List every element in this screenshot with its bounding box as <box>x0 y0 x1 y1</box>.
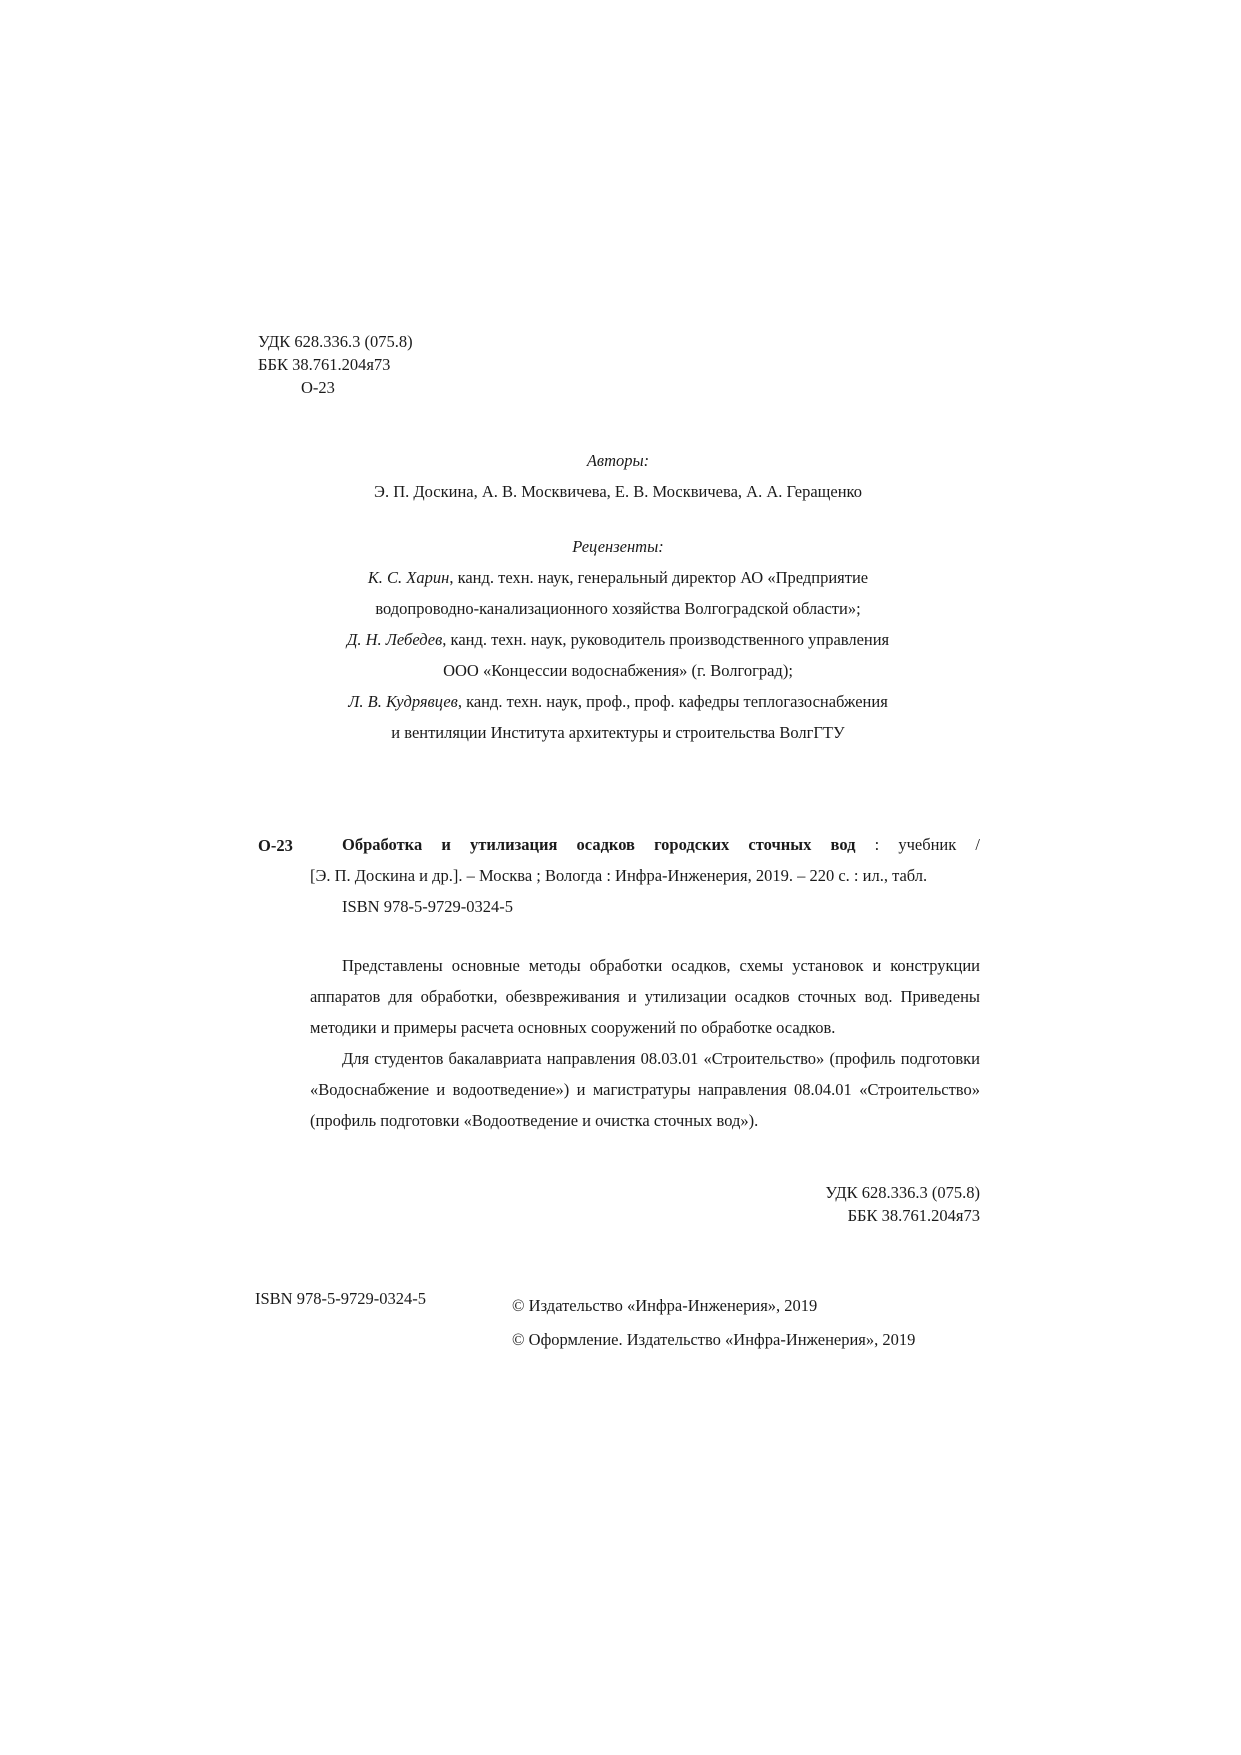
footer-udk-code: УДК 628.336.3 (075.8) <box>825 1183 980 1202</box>
copyright-design: © Оформление. Издательство «Инфра-Инженерия», 2019 <box>512 1330 916 1349</box>
classification-codes <box>258 330 413 399</box>
bibliographic-entry <box>310 829 980 922</box>
udk-code: УДК 628.336.3 (075.8) <box>258 332 413 351</box>
reviewer-2 <box>258 624 978 686</box>
annotation-paragraph-2: Для студентов бакалавриата направления 08.03.01 «Строительство» (профиль подготовки «Водоснабжение и водоотведение») и магистратуры направления 08.04.01 «Строительство» (профиль подготовки «Водоотведение и очистка сточных вод»). <box>310 1049 980 1130</box>
entry-title-line <box>310 829 980 860</box>
reviewer-desc: , канд. техн. наук, генеральный директор АО «Предприятие <box>449 568 869 587</box>
annotation <box>310 950 980 1136</box>
footer-classification-codes <box>760 1181 980 1227</box>
copyright-lines <box>512 1289 915 1357</box>
annotation-paragraph-1: Представлены основные методы обработки осадков, схемы установок и конструкции аппаратов для обработки, обезвреживания и утилизации осадков сточных вод. Приведены методики и примеры расчета основных сооружений по обработке осадков. <box>310 956 980 1037</box>
authors-section <box>258 445 978 507</box>
reviewer-desc: , канд. техн. наук, проф., проф. кафедры теплогазоснабжения <box>457 692 888 711</box>
entry-code: О-23 <box>258 836 293 855</box>
entry-isbn: ISBN 978-5-9729-0324-5 <box>342 897 513 916</box>
reviewer-name: Д. Н. Лебедев <box>346 630 443 649</box>
reviewer-desc-cont: и вентиляции Института архитектуры и строительства ВолгГТУ <box>391 723 845 742</box>
reviewer-desc-cont: водопроводно-канализационного хозяйства Волгоградской области»; <box>375 599 861 618</box>
reviewer-3 <box>258 686 978 748</box>
reviewer-1 <box>258 562 978 624</box>
entry-imprint: [Э. П. Доскина и др.]. – Москва ; Вологда : Инфра-Инженерия, 2019. – 220 с. : ил., табл. <box>310 866 928 885</box>
book-type: : учебник / <box>855 835 980 854</box>
bbk-code: ББК 38.761.204я73 <box>258 355 391 374</box>
reviewer-desc-cont: ООО «Концессии водоснабжения» (г. Волгоград); <box>443 661 793 680</box>
footer-bbk-code: ББК 38.761.204я73 <box>847 1206 980 1225</box>
copyright-isbn: ISBN 978-5-9729-0324-5 <box>255 1289 426 1308</box>
copyright-publisher: © Издательство «Инфра-Инженерия», 2019 <box>512 1296 818 1315</box>
authors-heading: Авторы: <box>586 451 650 470</box>
reviewer-desc: , канд. техн. наук, руководитель производственного управления <box>442 630 890 649</box>
reviewers-heading: Рецензенты: <box>572 537 664 556</box>
author-mark: О-23 <box>301 378 335 397</box>
reviewer-name: К. С. Харин <box>367 568 450 587</box>
authors-names: Э. П. Доскина, А. В. Москвичева, Е. В. Москвичева, А. А. Геращенко <box>374 482 862 501</box>
book-title: Обработка и утилизация осадков городских сточных вод <box>342 835 856 854</box>
reviewers-section <box>258 531 978 748</box>
reviewer-name: Л. В. Кудрявцев <box>348 692 458 711</box>
